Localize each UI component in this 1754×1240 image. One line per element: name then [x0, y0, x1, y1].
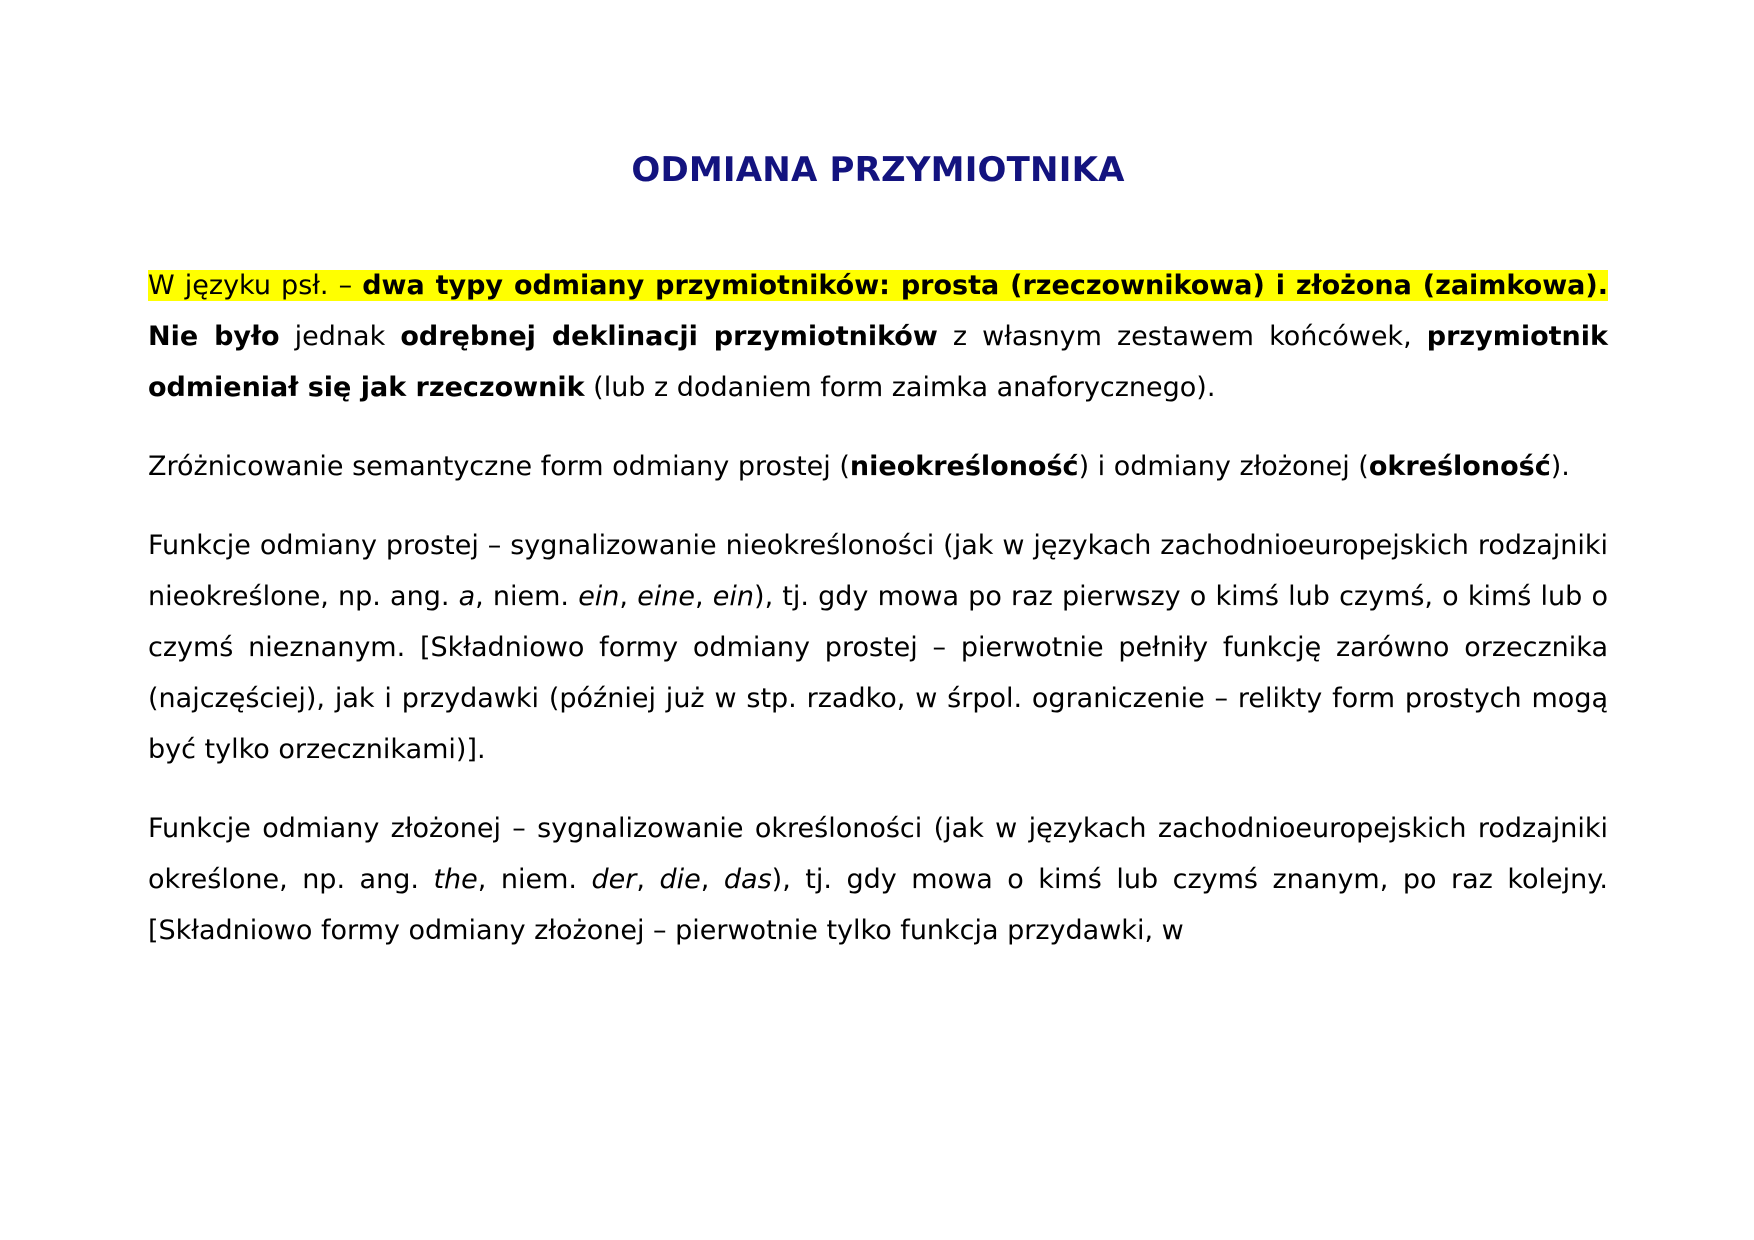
italic-text: ein: [578, 581, 620, 612]
paragraph-simple-declension: [148, 520, 1608, 775]
paragraph-compound-declension: [148, 803, 1608, 956]
bold-text: Nie było: [148, 321, 280, 352]
text-run: ,: [619, 581, 629, 612]
italic-text: the: [433, 864, 478, 895]
italic-text: a: [458, 581, 476, 612]
text-run: , niem.: [475, 581, 570, 612]
italic-text: die: [659, 864, 701, 895]
document-page: [148, 140, 1608, 956]
text-run: ,: [636, 864, 645, 895]
text-run: ,: [695, 581, 704, 612]
text-run: ).: [1550, 451, 1570, 482]
text-run: jednak: [294, 321, 386, 352]
paragraph-semantics: [148, 441, 1608, 492]
bold-text: przymiotnik odmieniał się jak rzeczownik: [148, 321, 1608, 403]
italic-text: der: [591, 864, 637, 895]
text-run: ) i odmiany złożonej (: [1078, 451, 1369, 482]
text-run: z własnym zestawem końcówek,: [952, 321, 1412, 352]
italic-text: das: [723, 864, 772, 895]
text-run: W języku psł. –: [148, 270, 353, 301]
text-run: Funkcje odmiany złożonej – sygnalizowanie określoności (jak w językach zachodnioeuropejskich rodzajniki określone, np. ang.: [148, 813, 1608, 895]
italic-text: ein: [712, 581, 755, 612]
italic-text: eine: [637, 581, 696, 612]
text-run: ), tj. gdy mowa po raz pierwszy o kimś lub czymś, o kimś lub o czymś nieznanym. [Składniowo formy odmiany prostej – pierwotnie pełniły funkcję zarówno orzecznika (najczęściej), jak i przydawki (później już w stp. rzadko, w śrpol. ograniczenie – relikty form prostych mogą być tylko orzecznikami)].: [148, 581, 1608, 765]
paragraph-intro: [148, 260, 1608, 413]
bold-text: nieokreśloność: [849, 451, 1079, 482]
text-run: , niem.: [477, 864, 577, 895]
text-run: Zróżnicowanie semantyczne form odmiany prostej (: [148, 451, 850, 482]
highlighted-text: [148, 270, 1608, 301]
bold-text: dwa typy odmiany przymiotników: prosta (rzeczownikowa) i złożona (zaimkowa).: [362, 270, 1608, 301]
text-run: ,: [700, 864, 710, 895]
text-run: Funkcje odmiany prostej – sygnalizowanie nieokreśloności (jak w językach zachodnioeuropejskich rodzajniki nieokreślone, np. ang.: [148, 530, 1608, 612]
bold-text: odrębnej deklinacji przymiotników: [400, 321, 938, 352]
page-title: ODMIANA PRZYMIOTNIKA: [631, 150, 1125, 190]
text-run: (lub z dodaniem form zaimka anaforycznego).: [593, 372, 1216, 403]
bold-text: określoność: [1368, 451, 1551, 482]
text-run: ), tj. gdy mowa o kimś lub czymś znanym, po raz kolejny. [Składniowo formy odmiany złożonej – pierwotnie tylko funkcja przydawki, w: [148, 864, 1608, 946]
